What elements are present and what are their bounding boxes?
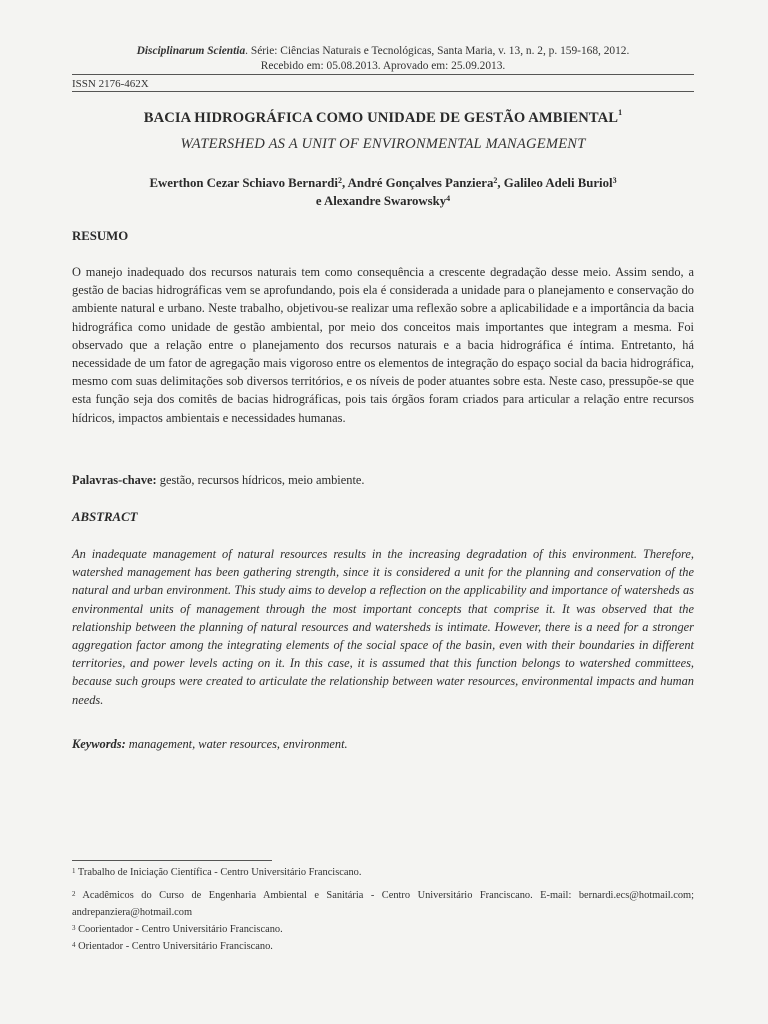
footnote-4 [72, 938, 694, 955]
title-footnote-mark: 1 [618, 108, 623, 117]
footnote-1-text: Trabalho de Iniciação Científica - Centro Universitário Franciscano. [75, 867, 362, 878]
author-2: , André Gonçalves Panziera [341, 176, 494, 190]
received-dates: Recebido em: 05.08.2013. Aprovado em: 25.09.2013. [260, 60, 506, 72]
footnote-rule [72, 860, 272, 861]
header-rule-top [72, 74, 694, 75]
footnote-2-mark: 2 [72, 890, 76, 898]
author-list [72, 174, 694, 210]
author-3-mark: 3 [612, 176, 617, 185]
journal-header [72, 44, 694, 74]
author-4-mark: 4 [446, 194, 451, 203]
palavras-chave-list: gestão, recursos hídricos, meio ambiente. [156, 473, 365, 487]
author-line-1 [72, 174, 694, 192]
keywords [72, 737, 694, 752]
footnote-1-mark: 1 [72, 867, 76, 875]
footnote-4-text: Orientador - Centro Universitário Franciscano. [75, 941, 273, 952]
footnote-3-text: Coorientador - Centro Universitário Franciscano. [75, 924, 283, 935]
author-4: e Alexandre Swarowsky [315, 194, 447, 208]
citation-details: . Série: Ciências Naturais e Tecnológicas, Santa Maria, v. 13, n. 2, p. 159-168, 2012. [245, 45, 630, 57]
issn: ISSN 2176-462X [72, 78, 149, 90]
palavras-chave [72, 473, 694, 488]
footnote-2-text: Acadêmicos do Curso de Engenharia Ambiental e Sanitária - Centro Universitário Franciscano. E-mail: bernardi.ecs@hotmail.com; andrepanziera@hotmail.com [72, 890, 694, 918]
author-2-mark: 2 [493, 176, 498, 185]
title-text: BACIA HIDROGRÁFICA COMO UNIDADE DE GESTÃO AMBIENTAL [143, 110, 619, 126]
footnote-1 [72, 864, 694, 881]
author-3: , Galileo Adeli Buriol [497, 176, 613, 190]
palavras-chave-label: Palavras-chave: [72, 473, 157, 487]
author-1-mark: 2 [337, 176, 342, 185]
journal-name: Disciplinarum Scientia [136, 45, 246, 57]
abstract-heading: ABSTRACT [72, 510, 138, 524]
article-title-english: WATERSHED AS A UNIT OF ENVIRONMENTAL MANAGEMENT [180, 136, 586, 152]
resumo-heading: RESUMO [72, 229, 129, 243]
header-rule-bottom [72, 91, 694, 92]
citation-line [72, 44, 694, 59]
footnote-3-mark: 3 [72, 924, 76, 932]
author-line-2 [72, 192, 694, 210]
article-title [72, 110, 694, 127]
footnote-3 [72, 921, 694, 938]
keywords-list: management, water resources, environment. [125, 737, 348, 751]
footnote-2 [72, 887, 694, 921]
author-1: Ewerthon Cezar Schiavo Bernardi [149, 176, 338, 190]
abstract-text: An inadequate management of natural resources results in the increasing degradation of this environment. Therefore, watershed management has been gathering strength, since it is considered a unit for the planning and conservation of the natural and urban environment. This study aims to develop a reflection on the applicability and importance of watersheds as environmental units of management through the most important concepts that comprise it. It was observed that the relationship between the planning of natural resources and watersheds is intimate. However, there is a need for a stronger aggregation factor among the integrating elements of the social space of the basin, even with their boundaries in different territories, and power levels acting on it. In this case, it is assumed that this function belongs to watershed committees, because such groups were created to articulate the relationship between water resources, environmental impacts and human needs. [72, 547, 694, 707]
resumo-text: O manejo inadequado dos recursos naturais tem como consequência a crescente degradação desse meio. Assim sendo, a gestão de bacias hidrográficas vem se aprofundando, pois ela é considerada a unidade para o planejamento e conservação do ambiente natural e urbano. Neste trabalho, objetivou-se realizar uma reflexão sobre a aplicabilidade e a importância da bacia hidrográfica como unidade de gestão ambiental, por meio dos conceitos mais importantes que integram a mesma. Foi observado que a relação entre o planejamento dos recursos naturais e a bacia hidrográfica é íntima. Entretanto, há necessidade de um fator de agregação mais vigoroso entre os elementos de integração do espaço social da bacia hidrográfica, mesmo com suas delimitações sob diversos territórios, e os níveis de poder atuantes sobre esta. Neste caso, pressupõe-se que esta função seja dos comitês de bacias hidrográficas, pois tais órgãos foram criados para articular a relação entre recursos hídricos, impactos ambientais e necessidades humanas. [72, 265, 694, 425]
keywords-label: Keywords: [72, 737, 126, 751]
footnote-4-mark: 4 [72, 941, 76, 949]
